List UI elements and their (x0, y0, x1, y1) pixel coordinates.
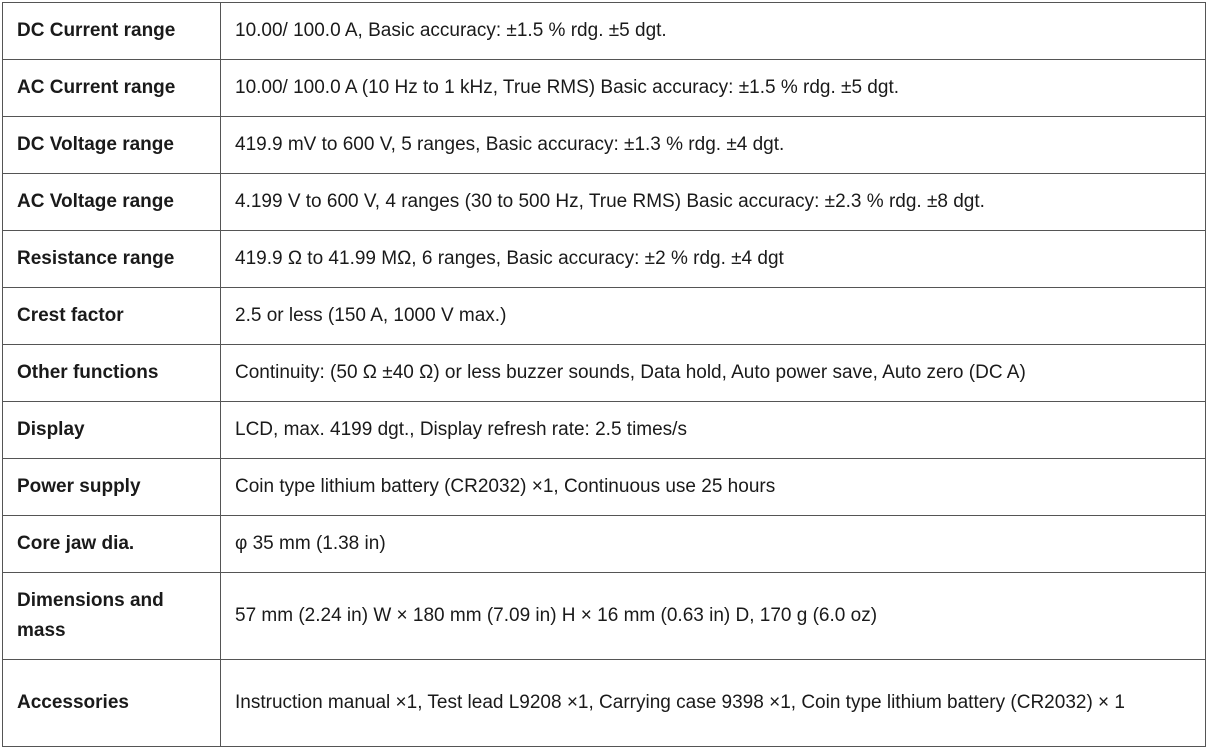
table-row (3, 117, 1206, 174)
table-row (3, 459, 1206, 516)
row-value: φ 35 mm (1.38 in) (221, 516, 1206, 573)
table-row (3, 660, 1206, 747)
row-value: 10.00/ 100.0 A (10 Hz to 1 kHz, True RMS) Basic accuracy: ±1.5 % rdg. ±5 dgt. (221, 60, 1206, 117)
spec-table (2, 2, 1206, 747)
table-row (3, 402, 1206, 459)
table-row (3, 288, 1206, 345)
row-label: DC Voltage range (3, 117, 221, 174)
table-row (3, 231, 1206, 288)
row-label: Crest factor (3, 288, 221, 345)
row-value: Continuity: (50 Ω ±40 Ω) or less buzzer sounds, Data hold, Auto power save, Auto zero (DC A) (221, 345, 1206, 402)
row-value: 2.5 or less (150 A, 1000 V max.) (221, 288, 1206, 345)
row-label: AC Current range (3, 60, 221, 117)
row-label: Resistance range (3, 231, 221, 288)
row-label: Power supply (3, 459, 221, 516)
row-value: Coin type lithium battery (CR2032) ×1, Continuous use 25 hours (221, 459, 1206, 516)
row-value: 419.9 mV to 600 V, 5 ranges, Basic accuracy: ±1.3 % rdg. ±4 dgt. (221, 117, 1206, 174)
row-label: DC Current range (3, 3, 221, 60)
row-value: Instruction manual ×1, Test lead L9208 ×1, Carrying case 9398 ×1, Coin type lithium battery (CR2032) × 1 (221, 660, 1206, 747)
row-label: Dimensions and mass (3, 573, 221, 660)
row-label: AC Voltage range (3, 174, 221, 231)
table-row (3, 573, 1206, 660)
row-label: Other functions (3, 345, 221, 402)
table-row (3, 174, 1206, 231)
row-label: Display (3, 402, 221, 459)
table-row (3, 60, 1206, 117)
row-value: 10.00/ 100.0 A, Basic accuracy: ±1.5 % rdg. ±5 dgt. (221, 3, 1206, 60)
row-value: 419.9 Ω to 41.99 MΩ, 6 ranges, Basic accuracy: ±2 % rdg. ±4 dgt (221, 231, 1206, 288)
table-row (3, 3, 1206, 60)
table-row (3, 516, 1206, 573)
row-value: 57 mm (2.24 in) W × 180 mm (7.09 in) H × 16 mm (0.63 in) D, 170 g (6.0 oz) (221, 573, 1206, 660)
row-value: LCD, max. 4199 dgt., Display refresh rate: 2.5 times/s (221, 402, 1206, 459)
row-label: Core jaw dia. (3, 516, 221, 573)
row-label: Accessories (3, 660, 221, 747)
table-row (3, 345, 1206, 402)
row-value: 4.199 V to 600 V, 4 ranges (30 to 500 Hz, True RMS) Basic accuracy: ±2.3 % rdg. ±8 dgt. (221, 174, 1206, 231)
